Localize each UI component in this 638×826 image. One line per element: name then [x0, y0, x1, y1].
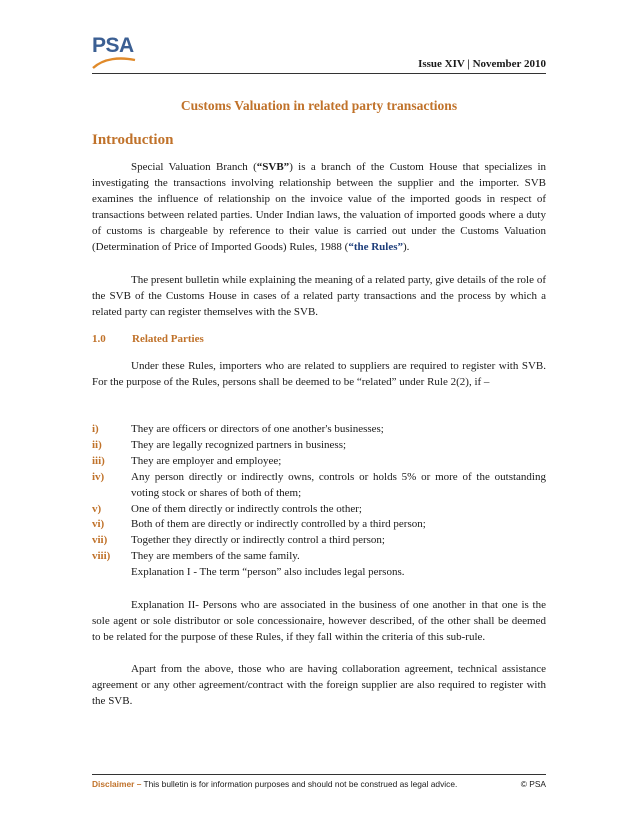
list-text: They are members of the same family. — [131, 550, 300, 563]
svb-term: “SVB” — [256, 161, 290, 173]
footer-disclaimer — [92, 779, 457, 789]
list-marker: iii) — [92, 454, 105, 467]
closing-paragraph: Apart from the above, those who are having collaboration agreement, technical assistance agreement or any other agreement/contract with the foreign supplier are also required to register with the SVB. — [92, 663, 546, 707]
list-marker: vi) — [92, 518, 105, 531]
psa-logo — [92, 34, 136, 70]
list-marker: iv) — [92, 470, 105, 483]
list-text: Any person directly or indirectly owns, controls or holds 5% or more of the outstanding voting stock or shares of both of them; — [131, 470, 546, 499]
list-text: Both of them are directly or indirectly controlled by a third person; — [131, 518, 426, 531]
issue-info: Issue XIV | November 2010 — [418, 58, 546, 70]
footer-copyright: © PSA — [520, 779, 546, 789]
list-item — [92, 533, 546, 549]
list-text: Together they directly or indirectly control a third person; — [131, 534, 385, 547]
list-item — [92, 438, 546, 454]
section-number: 1.0 — [92, 333, 106, 345]
footer-divider — [92, 774, 546, 775]
disclaimer-text: This bulletin is for information purposes and should not be construed as legal advice. — [141, 779, 458, 789]
list-marker: viii) — [92, 550, 111, 563]
intro-heading: Introduction — [92, 132, 174, 148]
related-criteria-list — [92, 422, 546, 565]
list-item — [92, 517, 546, 533]
intro-paragraph-2: The present bulletin while explaining the meaning of a related party, give details of the role of the SVB of the Customs House in cases of a related party transactions and the process by which a related party can register themselves with the SVB. — [92, 274, 546, 318]
logo-text: PSA — [92, 34, 134, 57]
list-marker: vii) — [92, 534, 108, 547]
list-item — [92, 502, 546, 518]
section-paragraph: Under these Rules, importers who are related to suppliers are required to register with SVB. For the purpose of the Rules, persons shall be deemed to be “related” under Rule 2(2), if – — [92, 360, 546, 388]
section-title: Related Parties — [132, 333, 204, 345]
list-text: One of them directly or indirectly controls the other; — [131, 502, 362, 515]
list-marker: i) — [92, 423, 99, 435]
list-item — [92, 454, 546, 470]
page-title: Customs Valuation in related party transactions — [180, 98, 458, 113]
disclaimer-label: Disclaimer – — [92, 779, 142, 789]
explanation-2: Explanation II- Persons who are associated in the business of one another in that one is the sole agent or sole distributor or sole concessionaire, however described, of the other shall be deemed to be related for the purpose of these Rules, if they fall within the criteria of this sub-rule. — [92, 599, 546, 643]
header-divider — [92, 73, 546, 74]
list-marker: ii) — [92, 438, 102, 451]
list-marker: v) — [92, 502, 102, 515]
list-item — [92, 470, 546, 502]
list-text: They are officers or directors of one another's businesses; — [131, 423, 384, 435]
list-text: They are employer and employee; — [131, 454, 282, 467]
intro-paragraph-1: Special Valuation Branch (“SVB”) is a branch of the Custom House that specializes in investigating the transactions involving relationship between the supplier and the importer. SVB examines the influence of relationship on the invoice value of the imported goods in respect of transactions between related parties. Under Indian laws, the valuation of imported goods where a duty of customs is chargeable by reference to their value is carried out under the Customs Valuation (Determination of Price of Imported Goods) Rules, 1988 (“the Rules”). — [92, 161, 546, 253]
logo-swoosh-icon — [92, 56, 136, 70]
section-heading — [92, 333, 204, 345]
list-text: They are legally recognized partners in business; — [131, 438, 347, 451]
list-item — [92, 549, 546, 565]
explanation-1: Explanation I - The term “person” also includes legal persons. — [131, 566, 405, 578]
rules-term: “the Rules” — [348, 240, 404, 253]
list-item — [92, 422, 546, 438]
